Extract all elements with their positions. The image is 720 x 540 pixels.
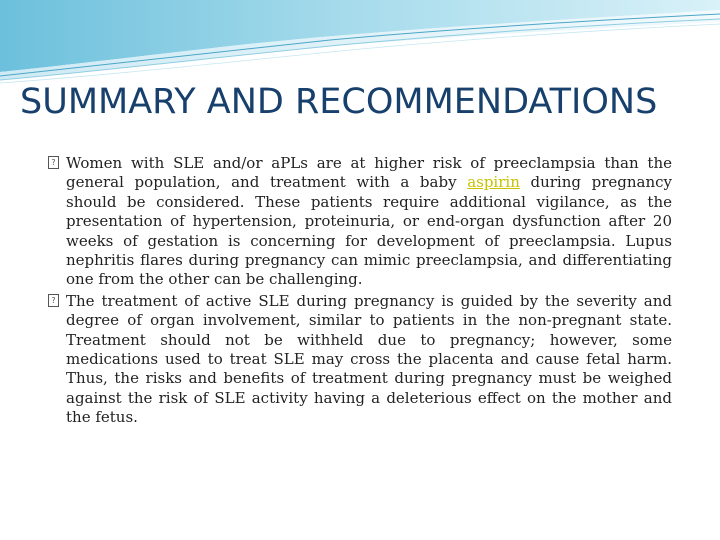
wave-banner	[0, 0, 720, 90]
bullet-text-after: during pregnancy should be considered. These patients require additional vigilance, as the presentation of hypertension, proteinuria, or end-organ dysfunction after 20 weeks of gestation is concerning for development of preeclampsia. Lupus nephritis flares during pregnancy can mimic preeclampsia, and differentiating one from the other can be challenging.	[66, 173, 673, 289]
bullet-list	[48, 154, 672, 430]
bullet-box-icon: ?	[48, 156, 59, 169]
bullet-text-before: Women with SLE and/or aPLs are at higher risk of preeclampsia than the general population, and treatment with a baby	[66, 154, 672, 192]
bullet-box-icon: ?	[48, 294, 59, 307]
slide-title: SUMMARY AND RECOMMENDATIONS	[20, 82, 658, 122]
bullet-text: The treatment of active SLE during pregnancy is guided by the severity and degree of organ involvement, similar to patients in the non-pregnant state. Treatment should not be withheld due to pregnancy; however, some medications used to treat SLE may cross the placenta and cause fetal harm. Thus, the risks and benefits of treatment during pregnancy must be weighed against the risk of SLE activity having a deleterious effect on the mother and the fetus.	[66, 291, 672, 427]
bullet-item	[48, 292, 672, 428]
bullet-item	[48, 154, 672, 290]
aspirin-link[interactable]: aspirin	[467, 173, 520, 192]
